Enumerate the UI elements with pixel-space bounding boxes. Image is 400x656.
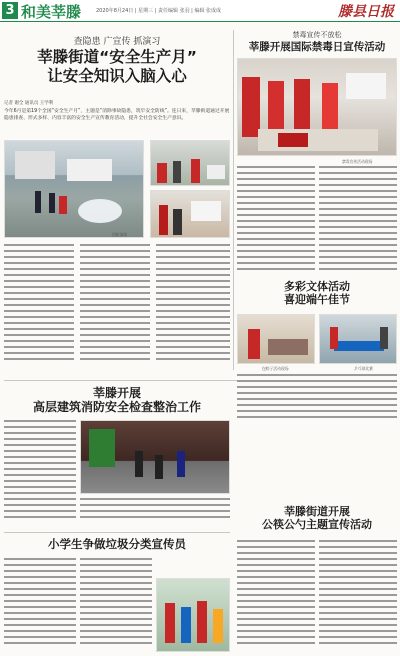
inspection-illustration-2 (151, 191, 230, 238)
article-headline: 小学生争做垃圾分类宣传员 (48, 537, 186, 551)
inspection-photo-1 (150, 140, 230, 186)
article-headline: 莘滕街道“安全生产月” (37, 48, 197, 66)
section-title: 和美莘滕 (21, 3, 82, 21)
newspaper-masthead: 滕县日报 (338, 4, 394, 20)
prev-article-continuation (237, 374, 397, 424)
article-headline-2: 公筷公勺主题宣传活动 (262, 518, 372, 532)
highrise-body-col2 (80, 498, 230, 526)
article-headline: 莘滕开展国际禁毒日宣传活动 (248, 41, 386, 53)
chopsticks-headline-box (237, 505, 397, 531)
inspection-illustration-1 (151, 141, 230, 186)
article-headline: 莘滕开展 (92, 386, 141, 400)
page-number: 3 (2, 2, 18, 19)
ping-pong-photo (319, 314, 397, 364)
ping-pong-illustration (320, 315, 397, 364)
garbage-body-col1 (4, 558, 76, 652)
photo-caption: 包粽子活动现场 (262, 366, 289, 371)
fire-inspection-photo (80, 420, 230, 494)
article-body-col1 (4, 244, 74, 364)
article-safety-month (4, 28, 230, 85)
zongzi-illustration (238, 315, 315, 364)
fire-drill-photo (4, 140, 144, 238)
page-header (0, 0, 400, 22)
article-highrise-fire (4, 386, 230, 415)
article-kicker: 禁毒宣传不放松 (292, 31, 342, 39)
anti-drug-body-col1 (237, 166, 315, 276)
article-headline-2: 高层建筑消防安全检查整治工作 (32, 400, 201, 415)
anti-drug-body-col2 (319, 166, 397, 276)
article-public-chopsticks (237, 374, 397, 424)
chopsticks-body-col2 (319, 540, 397, 652)
article-anti-drug (237, 30, 397, 54)
column-divider (233, 30, 234, 370)
article-lead: 今年6月是第19个全国“安全生产月”，主题是“消除事故隐患，筑牢安全防线”。连日来，莘滕街道通过开展隐患排查、形式多样、内容丰富的安全生产宣传教育活动，提升全社会安全生产意识。 (4, 109, 230, 121)
article-headline-2: 喜迎端午佳节 (284, 293, 350, 307)
fire-inspection-illustration (81, 421, 230, 494)
article-body-col2 (80, 244, 150, 364)
anti-drug-photo (237, 58, 397, 156)
article-headline: 多彩文体活动 (284, 280, 350, 293)
article-kicker: 查隐患 广宣传 抓演习 (73, 37, 161, 47)
article-body-col3 (156, 244, 230, 364)
photo-caption-2: 乒乓球比赛 (354, 366, 373, 371)
garbage-body-col2 (80, 558, 152, 652)
article-byline: 记者 谢全 通讯员 王学利 (4, 101, 54, 106)
article-garbage-sorting (4, 538, 230, 552)
highrise-body-col1 (4, 420, 76, 526)
students-illustration (157, 579, 230, 652)
article-dragon-boat (237, 280, 397, 306)
section-divider-2 (4, 532, 230, 533)
inspection-photo-2 (150, 190, 230, 238)
anti-drug-illustration (238, 59, 397, 156)
students-photo (156, 578, 230, 652)
zongzi-photo (237, 314, 315, 364)
photo-caption: 禁毒宣传活动现场 (342, 159, 373, 164)
article-headline-2: 让安全知识入脑入心 (47, 66, 187, 85)
photo-caption: 消防演练 (112, 232, 128, 237)
article-headline: 莘滕街道开展 (284, 505, 350, 518)
issue-meta: 2020年8月24日 | 星期三 | 责任编辑 张羽 | 编辑 张成成 (96, 8, 222, 14)
fire-drill-illustration (5, 141, 144, 238)
chopsticks-body-col1 (237, 540, 315, 652)
